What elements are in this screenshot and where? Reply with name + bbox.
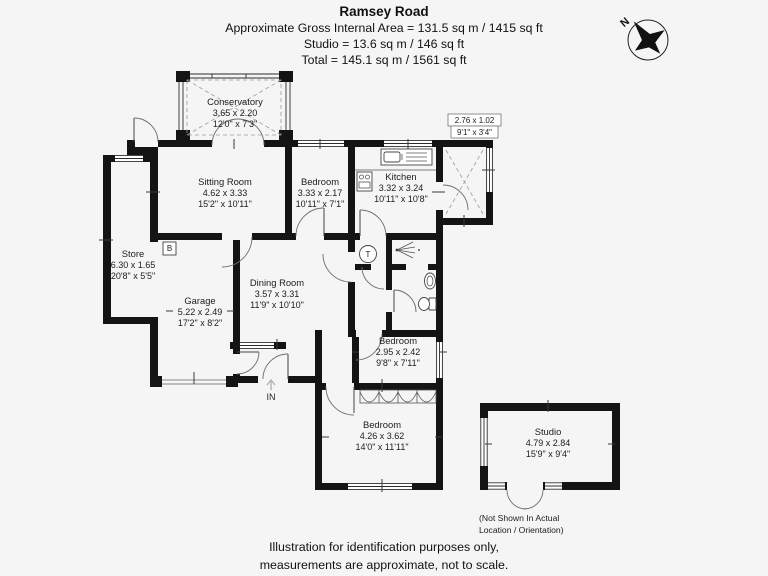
room-metric: 5.22 x 2.49 xyxy=(177,307,223,317)
room-label-kitchen xyxy=(374,171,428,204)
room-imperial: 15'2" x 10'11" xyxy=(198,199,252,209)
kitchen-sink-icon xyxy=(355,149,436,170)
window-store xyxy=(115,155,143,162)
window-studio-bottom-right xyxy=(545,482,562,490)
window-bedroom-bottom xyxy=(348,483,412,490)
boiler-icon xyxy=(163,242,176,255)
room-imperial: 10'11" x 10'8" xyxy=(374,194,428,204)
basin-icon xyxy=(425,273,436,289)
wardrobe-icon xyxy=(360,390,436,403)
window-studio-bottom-left xyxy=(488,482,505,490)
room-label-store xyxy=(111,248,156,281)
entrance-label: IN xyxy=(266,392,276,402)
porch-metric: 2.76 x 1.02 xyxy=(454,116,495,125)
room-name: Bedroom xyxy=(300,176,340,187)
room-metric: 6.30 x 1.65 xyxy=(110,260,156,270)
door-wc xyxy=(394,290,416,312)
room-name: Bedroom xyxy=(378,335,418,346)
room-metric: 3.32 x 3.24 xyxy=(378,183,424,193)
room-name: Store xyxy=(121,248,145,259)
room-label-bedroom-mid xyxy=(376,335,421,368)
appliance-icon xyxy=(357,172,372,191)
door-bedroom-top xyxy=(296,208,324,236)
door-lobby-to-garage xyxy=(237,352,259,374)
room-label-conservatory xyxy=(207,96,263,129)
door-front-entrance xyxy=(263,354,288,379)
room-label-studio xyxy=(526,426,571,459)
room-imperial: 14'0" x 11'11" xyxy=(355,442,409,452)
studio-note xyxy=(479,513,564,535)
disclaimer-line1: Illustration for identification purposes only, xyxy=(269,540,499,554)
room-name: Dining Room xyxy=(249,277,305,288)
window-studio-left xyxy=(480,418,488,466)
room-imperial: 17'2" x 8'2" xyxy=(177,318,223,328)
window-bedroom-top xyxy=(298,140,344,147)
room-name: Kitchen xyxy=(385,171,417,182)
entrance-arrow-icon xyxy=(267,380,275,390)
room-metric: 3.33 x 2.17 xyxy=(297,188,343,198)
room-metric: 4.79 x 2.84 xyxy=(525,438,571,448)
studio-note-line1: (Not Shown In Actual xyxy=(479,513,560,523)
room-imperial: 9'8" x 7'11" xyxy=(376,358,420,368)
porch-imperial: 9'1" x 3'4" xyxy=(457,128,492,137)
door-kitchen xyxy=(360,210,386,236)
studio-note-line2: Location / Orientation) xyxy=(479,525,564,535)
room-imperial: 15'9" x 9'4" xyxy=(525,449,571,459)
gross-area-line: Approximate Gross Internal Area = 131.5 sq m / 1415 sq ft xyxy=(225,21,543,35)
room-name: Studio xyxy=(534,426,562,437)
room-label-bedroom-bottom xyxy=(355,419,408,452)
door-kitchen-to-porch xyxy=(443,185,468,210)
disclaimer xyxy=(0,538,768,574)
room-imperial: 12'0" x 7'3" xyxy=(212,119,258,129)
porch-roof xyxy=(446,150,483,214)
door-studio-double xyxy=(507,490,543,509)
room-name: Bedroom xyxy=(362,419,402,430)
door-airing-cupboard xyxy=(362,267,384,289)
studio-area-line: Studio = 13.6 sq m / 146 sq ft xyxy=(303,37,465,51)
disclaimer-line2: measurements are approximate, not to scale. xyxy=(259,558,509,572)
room-name: Conservatory xyxy=(207,96,263,107)
room-label-bedroom-top xyxy=(296,176,345,209)
door-dining-to-hall xyxy=(323,254,351,282)
total-area-line: Total = 145.1 sq m / 1561 sq ft xyxy=(301,53,467,67)
room-name: Garage xyxy=(184,295,216,306)
boiler-label: B xyxy=(166,244,173,253)
room-imperial: 20'8" x 5'5" xyxy=(110,271,156,281)
porch-dims-box xyxy=(448,114,501,138)
window-dining xyxy=(240,342,274,349)
toilet-icon xyxy=(419,298,437,311)
room-metric: 3.57 x 3.31 xyxy=(254,289,300,299)
room-name: Sitting Room xyxy=(198,176,252,187)
room-label-sitting-room xyxy=(198,176,252,209)
window-bedroom-mid xyxy=(436,342,443,378)
room-imperial: 10'11" x 7'1" xyxy=(295,199,345,209)
room-imperial: 11'9" x 10'10" xyxy=(250,300,304,310)
water-tank-icon xyxy=(360,246,377,263)
room-metric: 4.26 x 3.62 xyxy=(359,431,405,441)
compass-icon xyxy=(618,10,674,65)
room-metric: 3.65 x 2.20 xyxy=(212,108,258,118)
room-label-garage xyxy=(178,295,223,328)
door-bedroom-bottom xyxy=(326,387,354,415)
compass-north-label: N xyxy=(618,15,632,30)
page-title: Ramsey Road xyxy=(339,4,429,19)
door-side-exterior xyxy=(134,118,158,142)
room-metric: 2.95 x 2.42 xyxy=(375,347,421,357)
room-metric: 4.62 x 3.33 xyxy=(202,188,248,198)
tank-label: T xyxy=(365,250,371,259)
shower-icon xyxy=(396,242,420,258)
room-label-dining-room xyxy=(250,277,304,310)
